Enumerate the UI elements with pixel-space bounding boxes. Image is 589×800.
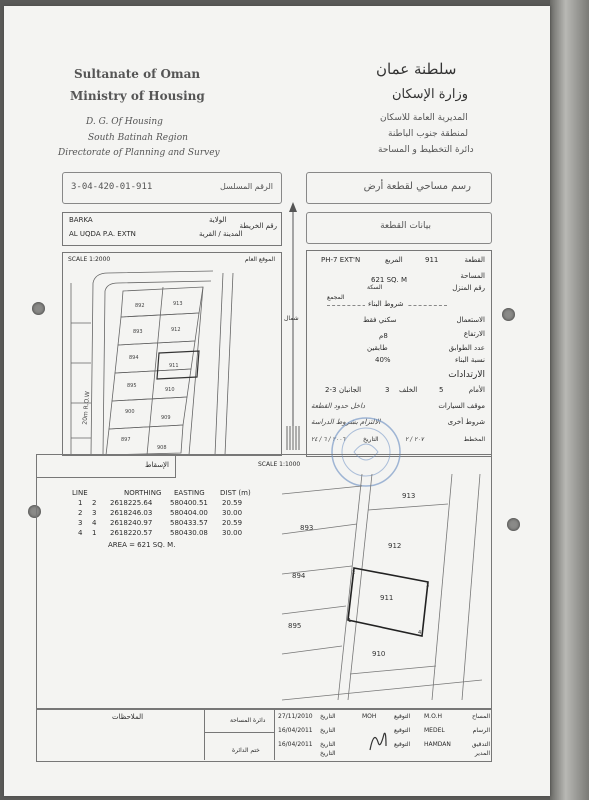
use-label: الاستعمال [456, 316, 485, 324]
site-map-drawing [63, 253, 281, 455]
col-header-easting: EASTING [174, 489, 205, 497]
site-plot-label: 894 [129, 355, 139, 361]
sign-name: HAMDAN [424, 741, 451, 748]
corner-label: 2 [352, 570, 356, 576]
detail-plot-label: 913 [402, 492, 416, 500]
remarks-label: الملاحظات [112, 713, 144, 721]
ratio-value: 40% [375, 356, 391, 364]
site-plot-label: 912 [171, 327, 181, 333]
road-edge [215, 273, 223, 455]
cell-to: 1 [92, 529, 97, 537]
area-value: 621 SQ. M [371, 276, 408, 284]
document-title: رسم مساحي لقطعة أرض [363, 181, 471, 192]
sign-date: 27/11/2010 [278, 713, 313, 720]
title-box [306, 172, 492, 204]
header-en-line-3: D. G. Of Housing [86, 117, 163, 127]
plot-outline [118, 313, 199, 345]
sign-name: M.O.H [424, 713, 442, 720]
sign-date-label: التاريخ [320, 727, 336, 734]
table-row [274, 712, 490, 723]
sign-date-label: التاريخ [320, 741, 336, 748]
header-ar-line-3: المديرية العامة للاسكان [380, 113, 468, 123]
cell-to: 3 [92, 509, 97, 517]
plot-data-title: بيانات القطعة [380, 221, 431, 231]
use-value: سكني فقط [363, 316, 397, 324]
sides-value: 2-3 [325, 386, 337, 394]
corner-label: 4 [418, 630, 422, 636]
street-label: السكة [367, 284, 383, 291]
cell-northing: 2618240.97 [110, 519, 153, 527]
col-header-dist: DIST (m) [220, 489, 251, 497]
building-terms-label: شروط البناء [365, 301, 407, 308]
area-label: المساحة [460, 272, 485, 280]
scanner-edge [550, 0, 589, 800]
sign-name: MEDEL [424, 727, 445, 734]
site-plot-label: 910 [165, 387, 175, 393]
sign-date-label: التاريخ [320, 750, 336, 757]
plan-date-label: التاريخ [363, 436, 379, 443]
cell-dist: 30.00 [222, 509, 243, 517]
detail-plot-label: 895 [288, 622, 302, 630]
punch-hole [32, 302, 45, 315]
sign-label: التوقيع [394, 713, 411, 720]
header-en-line-5: Directorate of Planning and Survey [58, 148, 220, 158]
serial-value: 3-04-420-01-911 [71, 182, 153, 192]
other-terms-value: الالتزام بشروط الدراسة [311, 418, 381, 426]
corner-label: 3 [426, 583, 430, 589]
site-plot-label: 911 [169, 363, 179, 369]
header-en-line-4: South Batinah Region [88, 133, 188, 143]
footer-divider [204, 732, 274, 733]
plot-911-outline [348, 568, 428, 636]
site-plot-label: 893 [133, 329, 143, 335]
cell-northing: 2618225.64 [110, 499, 153, 507]
site-plot-label: 892 [135, 303, 145, 309]
parking-label: موقف السيارات [438, 402, 485, 410]
detail-plot-label: 894 [292, 572, 306, 580]
road-label: 20m R.O.W [81, 390, 92, 426]
sign-role: الرسام [472, 727, 490, 734]
plot-boundary [282, 524, 357, 534]
height-value: 8م [379, 332, 388, 340]
plot-outline [121, 287, 203, 317]
cell-easting: 580430.08 [170, 529, 208, 537]
area-total: AREA = 621 SQ. M. [108, 541, 176, 549]
survey-sheet [4, 6, 550, 796]
cell-northing: 2618246.03 [110, 509, 153, 517]
cell-easting: 580433.57 [170, 519, 208, 527]
projection-title-box [36, 454, 176, 478]
cell-dist: 20.59 [222, 499, 243, 507]
cell-easting: 580400.51 [170, 499, 208, 507]
punch-hole [502, 308, 515, 321]
complex-label: المجمع [327, 294, 345, 301]
site-plot-label: 897 [121, 437, 131, 443]
header-en-line-1: Sultanate of Oman [74, 67, 201, 81]
header-ar-line-2: وزارة الإسكان [392, 87, 468, 102]
plot-outline [106, 425, 183, 455]
back-value: 3 [385, 386, 390, 394]
back-label: الخلف [399, 386, 418, 394]
site-plot-label: 909 [161, 415, 171, 421]
city-label: المدينة / القرية [199, 230, 243, 238]
sign-role: التدقيق [471, 741, 490, 748]
site-map-panel [62, 252, 282, 456]
floors-label: عدد الطوابق [448, 344, 485, 352]
site-map-scale: SCALE 1:2000 [68, 256, 111, 263]
survey-dept-label: دائرة المساحة [230, 717, 266, 724]
plot-no: 911 [425, 256, 439, 264]
wilayat-label: الولاية [209, 216, 227, 224]
ratio-label: نسبة البناء [454, 356, 485, 364]
plot-data-title-box [306, 212, 492, 244]
plan-no: ٢٠٧ / ٢ [405, 436, 424, 443]
header-en-line-2: Ministry of Housing [70, 89, 205, 103]
wilayat-value: BARKA [69, 216, 93, 224]
site-plot-label: 900 [125, 409, 135, 415]
sign-date: 16/04/2011 [278, 727, 313, 734]
plot-outline [109, 397, 187, 429]
site-plot-label: 913 [173, 301, 183, 307]
setbacks-label: الارتدادات [448, 370, 485, 380]
plot-boundary [282, 486, 362, 494]
plan-date: ٢٠٠٦ / ٦ / ٢٤ [311, 436, 346, 443]
plot-boundary [338, 474, 362, 700]
sign-label: التوقيع [394, 741, 411, 748]
plot-boundary [282, 680, 482, 700]
house-no-label: رقم المنزل [452, 284, 485, 292]
block-value: PH-7 EXT'N [321, 256, 361, 264]
detail-plot-label: 910 [372, 650, 386, 658]
plan-label: المخطط [463, 436, 485, 443]
sign-label: التوقيع [394, 727, 411, 734]
col-header-line: LINE [72, 489, 88, 497]
map-no-label: رقم الخريطة [239, 222, 277, 230]
north-label: شمال [284, 315, 299, 322]
header-ar-line-4: لمنطقة جنوب الباطنة [388, 129, 468, 139]
signatures-table [274, 710, 490, 760]
detail-plot-label: 911 [380, 594, 394, 602]
plot-boundary [282, 646, 342, 654]
punch-hole [507, 518, 520, 531]
cell-from: 4 [78, 529, 83, 537]
sign-date: 16/04/2011 [278, 741, 313, 748]
detail-map-scale: SCALE 1:1000 [258, 461, 301, 468]
front-value: 5 [439, 386, 444, 394]
header-ar-line-5: دائرة التخطيط و المساحة [378, 145, 474, 155]
detail-plot-label: 893 [300, 524, 314, 532]
detail-map-panel [252, 454, 490, 708]
cell-from: 3 [78, 519, 83, 527]
cell-from: 1 [78, 499, 83, 507]
block-label: المربع [385, 256, 403, 264]
header-ar-line-1: سلطنة عمان [376, 60, 457, 78]
sign-role: المساح [471, 713, 490, 720]
sign-role: المدير [474, 750, 490, 757]
city-value: AL UQDA P.A. EXTN [69, 230, 136, 238]
location-box [62, 212, 282, 246]
road-edge [225, 273, 233, 455]
cell-northing: 2618220.57 [110, 529, 153, 537]
site-map-title: الموقع العام [245, 256, 275, 263]
footer-divider [204, 708, 205, 760]
plot-boundary [282, 606, 346, 614]
cell-to: 4 [92, 519, 97, 527]
cell-dist: 20.59 [222, 519, 243, 527]
serial-box [62, 172, 282, 204]
front-label: الأمام [468, 386, 485, 394]
plot-boundary [462, 474, 480, 700]
floors-value: طابقين [367, 344, 388, 352]
sides-label: الجانبان [339, 386, 362, 394]
site-plot-label: 908 [157, 445, 167, 451]
detail-map-drawing [252, 454, 490, 708]
cell-to: 2 [92, 499, 97, 507]
cell-dist: 30.00 [222, 529, 243, 537]
sign-value: MOH [362, 713, 377, 720]
serial-label: الرقم المسلسل [219, 182, 273, 191]
cell-easting: 580404.00 [170, 509, 208, 517]
detail-plot-label: 912 [388, 542, 402, 550]
cell-from: 2 [78, 509, 83, 517]
corner-label: 1 [348, 618, 352, 624]
road-edge [103, 281, 211, 455]
plot-boundary [350, 666, 436, 674]
signature-scribble [366, 728, 390, 754]
plot-outline [112, 369, 191, 401]
height-label: الارتفاع [463, 330, 485, 338]
sign-date-label: التاريخ [320, 713, 336, 720]
site-plot-label: 895 [127, 383, 137, 389]
projection-title: الإسقاط [145, 461, 169, 469]
plot-boundary [368, 504, 448, 510]
seal-label: ختم الدائرة [232, 747, 260, 754]
north-arrow [282, 202, 304, 456]
parking-value: داخل حدود القطعة [311, 402, 366, 410]
other-terms-label: شروط أخرى [447, 418, 485, 426]
col-header-northing: NORTHING [124, 489, 162, 497]
plot-label: القطعة [464, 256, 485, 264]
